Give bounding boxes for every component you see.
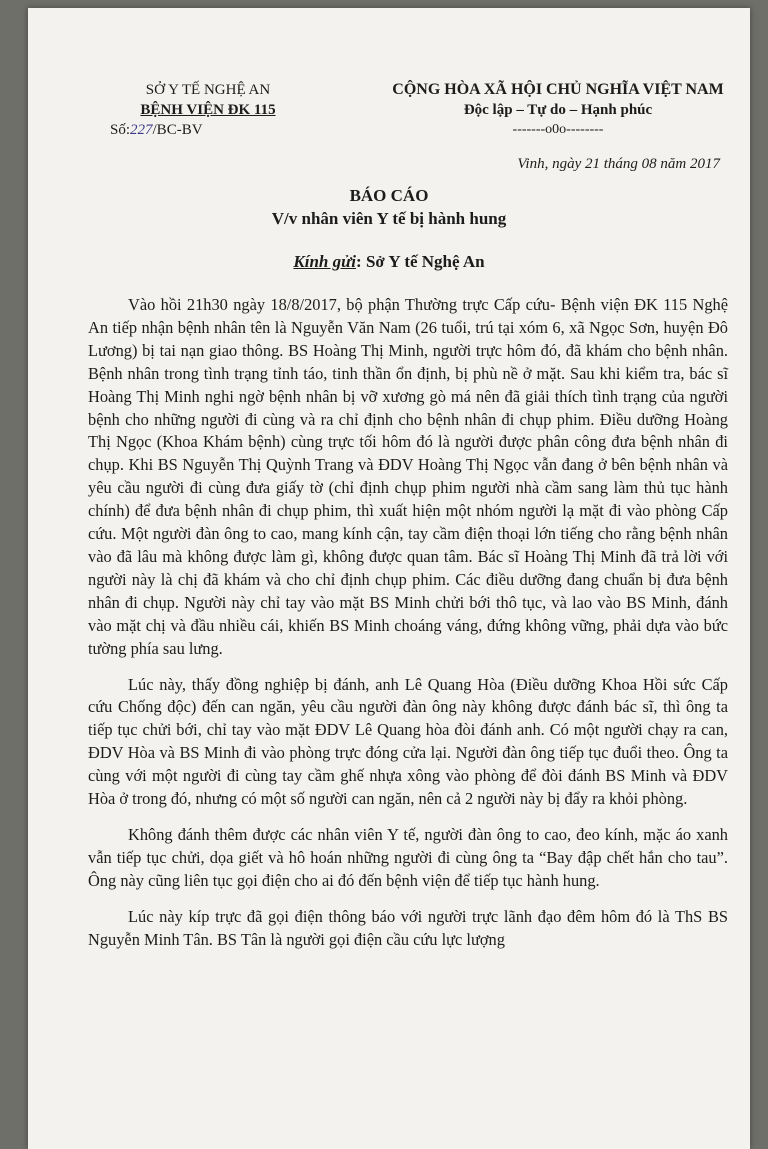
department-name: SỞ Y TẾ NGHỆ AN [145, 82, 271, 98]
national-motto: Độc lập – Tự do – Hạnh phúc [463, 102, 653, 118]
national-header [358, 80, 750, 140]
recipient-label: Kính gửi [293, 252, 357, 271]
document-number-prefix: Số: [110, 122, 131, 138]
recipient-value: : Sở Y tế Nghệ An [356, 252, 485, 271]
nation-name: CỘNG HÒA XÃ HỘI CHỦ NGHĨA VIỆT NAM [392, 81, 724, 98]
report-body [88, 294, 728, 964]
body-paragraph: Lúc này, thấy đồng nghiệp bị đánh, anh Lê Quang Hòa (Điều dưỡng Khoa Hồi sức Cấp cứu Chống độc) đến can ngăn, yêu cầu người đàn ông này không được đánh bác sĩ, thì ông ta tiếp tục chửi bới, chỉ tay vào mặt ĐDV Lê Quang hòa đòi đánh anh. Có một người chạy ra can, ĐDV Hòa và BS Minh đi vào phòng trực đóng cửa lại. Người đàn ông tiếp tục đuổi theo. Ông ta cùng với một người đi cùng tay cầm ghế nhựa xông vào phòng để đòi đánh BS Minh và ĐDV Hòa ở trong đó, nhưng có một số người can ngăn, nên cả 2 người này bị đẩy ra khỏi phòng. [88, 674, 728, 809]
document-page [28, 8, 750, 1149]
recipient-line [28, 252, 750, 272]
document-subtitle: V/v nhân viên Y tế bị hành hung [271, 209, 507, 228]
body-paragraph: Không đánh thêm được các nhân viên Y tế, người đàn ông to cao, đeo kính, mặc áo xanh vẫn tiếp tục chửi, dọa giết và hô hoán những người đi cùng ông ta “Bay đập chết hắn cho tau”. Ông này cũng liên tục gọi điện cho ai đó đến bệnh viện để tiếp tục hành hung. [88, 824, 728, 890]
document-date: Vinh, ngày 21 tháng 08 năm 2017 [517, 156, 720, 172]
document-title-block [28, 184, 750, 230]
document-number-handwritten: 227 [130, 122, 153, 138]
document-number-suffix: /BC-BV [152, 122, 203, 138]
document-title: BÁO CÁO [349, 186, 429, 205]
document-number [108, 120, 308, 140]
hospital-name: BỆNH VIỆN ĐK 115 [140, 102, 276, 118]
issuer-block [108, 80, 308, 140]
body-paragraph: Vào hồi 21h30 ngày 18/8/2017, bộ phận Thường trực Cấp cứu- Bệnh viện ĐK 115 Nghệ An tiếp nhận bệnh nhân tên là Nguyễn Văn Nam (26 tuổi, trú tại xóm 6, xã Ngọc Sơn, huyện Đô Lương) bị tai nạn giao thông. BS Hoàng Thị Minh, người trực hôm đó, đã khám cho bệnh nhân. Bệnh nhân trong tình trạng tỉnh táo, tinh thần ổn định, bị phù nề ở mặt. Sau khi kiểm tra, bác sĩ Hoàng Thị Minh nghi ngờ bệnh nhân bị vỡ xương gò má nên đã giải thích tình trạng của người bệnh cho những người đi cùng và ra chỉ định cho bệnh nhân đi chụp phim. Điều dưỡng Hoàng Thị Ngọc (Khoa Khám bệnh) cùng trực tối hôm đó là người được phân công đưa bệnh nhân đi chụp. Khi BS Nguyễn Thị Quỳnh Trang và ĐDV Hoàng Thị Ngọc vẫn đang ở bên bệnh nhân và yêu cầu người đi cùng đưa giấy tờ (chỉ định chụp phim người nhà cầm sang làm thủ tục hành chính) để đưa bệnh nhân đi chụp phim, thì xuất hiện một nhóm người lạ mặt đi vào phòng Cấp cứu. Một người đàn ông to cao, mang kính cận, tay cầm điện thoại lớn tiếng cho rằng bệnh nhân vào đã lâu mà không được làm gì, không được quan tâm. Bác sĩ Hoàng Thị Minh đã trả lời với người này là chị đã khám và cho chỉ định chụp phim. Các điều dưỡng đang chuẩn bị đưa bệnh nhân đi chụp. Người này chỉ tay vào mặt BS Minh chửi bới thô tục, và lao vào BS Minh, đánh vào mặt chị và đầu nhiều cái, khiến BS Minh choáng váng, đứng không vững, phải dựa vào bức tường phía sau lưng. [88, 295, 728, 658]
body-paragraph: Lúc này kíp trực đã gọi điện thông báo với người trực lãnh đạo đêm hôm đó là ThS BS Nguyễn Minh Tân. BS Tân là người gọi điện cầu cứu lực lượng [88, 906, 728, 949]
header-separator: -------o0o-------- [512, 122, 604, 137]
